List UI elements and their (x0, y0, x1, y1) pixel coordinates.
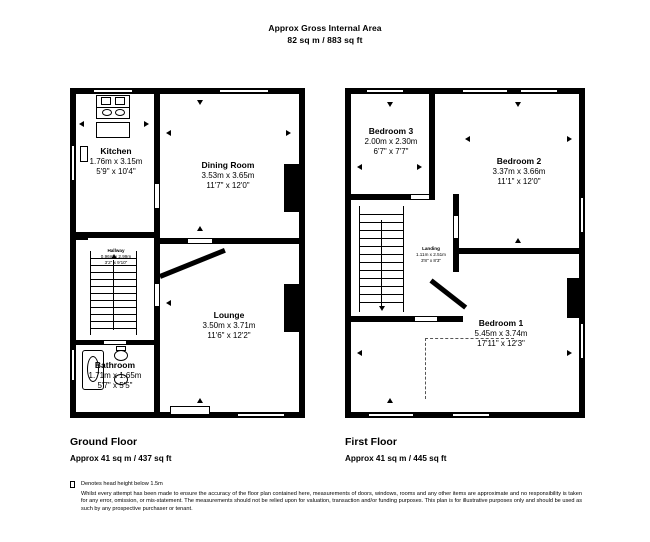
room-dims-metric-bathroom: 1.71m x 1.65m (88, 370, 142, 380)
room-dims-metric-dining-room: 3.53m x 3.65m (201, 170, 255, 180)
ground-floor-caption (70, 436, 171, 463)
first-floor-caption (345, 436, 446, 463)
kitchen-sink-bowl-2 (115, 109, 125, 116)
dim-arrow-lounge-left (166, 300, 171, 306)
room-label-bedroom-1 (425, 318, 577, 350)
kitchen-sink-bowl-1 (102, 109, 112, 116)
wall-dining-bottom (154, 238, 305, 244)
kitchen-unit (96, 122, 130, 138)
window-lounge-bottom (238, 413, 284, 417)
dim-arrow-kitchen-right (144, 121, 149, 127)
door-opening-bedroom3 (411, 195, 429, 199)
header-line-1: Approx Gross Internal Area (268, 23, 382, 33)
dim-arrow-lounge-right (286, 300, 291, 306)
room-dims-metric-landing: 1.11m x 2.51m (415, 252, 447, 257)
room-label-bedroom-3 (343, 126, 439, 158)
dim-arrow-bedroom1-right (567, 350, 572, 356)
chimney-bedroom1 (567, 278, 585, 318)
stair-direction-line (381, 220, 382, 306)
stair-direction-arrow (379, 306, 385, 311)
dim-arrow-dining-left (166, 130, 171, 136)
dim-arrow-bedroom2-left (465, 136, 470, 142)
head-height-note (70, 481, 582, 489)
head-height-marker-icon (70, 481, 75, 488)
dim-arrow-dining-bottom (197, 226, 203, 231)
dim-arrow-bedroom2-right (567, 136, 572, 142)
window-bedroom1-bottom-left (369, 413, 413, 417)
first-floor-area: Approx 41 sq m / 445 sq ft (345, 454, 447, 463)
room-name-bedroom-2: Bedroom 2 (496, 156, 542, 166)
room-label-bathroom (66, 360, 164, 392)
room-name-dining-room: Dining Room (201, 160, 255, 170)
room-dims-imperial-bedroom-2: 11'1" x 12'0" (497, 177, 541, 186)
room-name-hallway: Hallway (107, 248, 125, 253)
kitchen-hob-right (115, 97, 125, 105)
dim-arrow-dining-top (197, 100, 203, 105)
door-opening-lounge (155, 284, 159, 306)
window-bedroom2-top-left (463, 89, 507, 93)
room-dims-metric-bedroom-1: 5.45m x 3.74m (474, 328, 528, 338)
ground-floor-plan (70, 88, 305, 418)
wall-nib-hall (70, 232, 88, 240)
room-name-lounge: Lounge (213, 310, 245, 320)
room-label-dining-room (168, 160, 288, 192)
room-label-hallway (88, 248, 144, 266)
dim-arrow-dining-right (286, 130, 291, 136)
room-dims-imperial-hallway: 3'2" x 9'10" (104, 260, 128, 265)
ground-floor-title: Ground Floor (70, 436, 138, 448)
disclaimer-text: Whilst every attempt has been made to ensure the accuracy of the floor plan contained here, measurements of doors, windows, rooms and any other items are approximate and no responsibility is taken for any error, omission, or mis-statement. The measurements should not be relied upon for valuation, transaction and/or funding purposes. This plan is for illustrative purposes only and should be used as such by any prospective purchaser or tenant. (81, 490, 582, 512)
window-kitchen-top (94, 89, 132, 93)
room-dims-metric-kitchen: 1.76m x 3.15m (89, 156, 143, 166)
room-name-bathroom: Bathroom (94, 360, 136, 370)
dim-arrow-lounge-bottom (197, 398, 203, 403)
room-dims-imperial-landing: 3'8" x 8'3" (420, 258, 442, 263)
room-name-landing: Landing (422, 246, 440, 251)
dim-arrow-bedroom1-left (357, 350, 362, 356)
window-bedroom2-top-right (521, 89, 557, 93)
dim-arrow-bedroom3-left (357, 164, 362, 170)
room-dims-metric-lounge: 3.50m x 3.71m (202, 320, 256, 330)
door-opening-bedroom2 (454, 216, 458, 238)
wall-nib-left (345, 200, 351, 216)
footer-notes (70, 481, 582, 513)
dim-arrow-bedroom2-top (515, 102, 521, 107)
room-dims-imperial-lounge: 11'6" x 12'2" (207, 331, 251, 340)
dim-arrow-kitchen-left (79, 121, 84, 127)
room-dims-imperial-bathroom: 5'7" x 5'5" (97, 381, 133, 390)
window-bedroom1-bottom-right (453, 413, 489, 417)
door-opening-bathroom (104, 341, 126, 344)
head-height-note-text: Denotes head height below 1.5m (81, 481, 163, 487)
room-name-bedroom-1: Bedroom 1 (478, 318, 524, 328)
wc-cistern (116, 346, 126, 351)
room-dims-imperial-dining-room: 11'7" x 12'0" (206, 181, 250, 190)
wall-landing-angled (429, 279, 467, 310)
lounge-door-recess (170, 406, 210, 414)
wall-right (299, 88, 305, 418)
room-label-landing (403, 246, 459, 264)
header-line-2: 82 sq m / 883 sq ft (287, 35, 363, 45)
kitchen-hob-left (101, 97, 111, 105)
stair-step (359, 214, 403, 215)
room-name-kitchen: Kitchen (100, 146, 132, 156)
window-bedroom1-right (580, 324, 584, 358)
room-dims-metric-bedroom-3: 2.00m x 2.30m (364, 136, 418, 146)
room-dims-metric-hallway: 0.96m x 2.99m (100, 254, 132, 259)
room-label-bedroom-2 (461, 156, 577, 188)
room-label-kitchen (68, 146, 164, 178)
wall-hall-angled (159, 248, 226, 279)
first-floor-plan (345, 88, 585, 418)
dim-arrow-bedroom2-bottom (515, 238, 521, 243)
room-dims-imperial-bedroom-3: 6'7" x 7'7" (373, 147, 409, 156)
room-dims-imperial-kitchen: 5'9" x 10'4" (96, 167, 136, 176)
room-dims-imperial-bedroom-1: 17'11" x 12'3" (477, 339, 525, 348)
dim-arrow-bedroom1-bottom (387, 398, 393, 403)
window-bedroom3-top (367, 89, 403, 93)
dim-arrow-bedroom3-right (417, 164, 422, 170)
ground-floor-area: Approx 41 sq m / 437 sq ft (70, 454, 172, 463)
window-bedroom2-right (580, 198, 584, 232)
window-dining-top (220, 89, 268, 93)
door-opening-kitchen (155, 184, 159, 208)
wall-bedroom2-bottom (453, 248, 585, 254)
plan-header (0, 22, 650, 46)
room-dims-metric-bedroom-2: 3.37m x 3.66m (492, 166, 546, 176)
kitchen-counter-line (96, 107, 130, 108)
dim-arrow-bedroom3-top (387, 102, 393, 107)
stair-direction-line (113, 260, 114, 330)
room-name-bedroom-3: Bedroom 3 (368, 126, 414, 136)
door-opening-dining (188, 239, 212, 243)
first-floor-title: First Floor (345, 436, 397, 448)
room-label-lounge (170, 310, 288, 342)
